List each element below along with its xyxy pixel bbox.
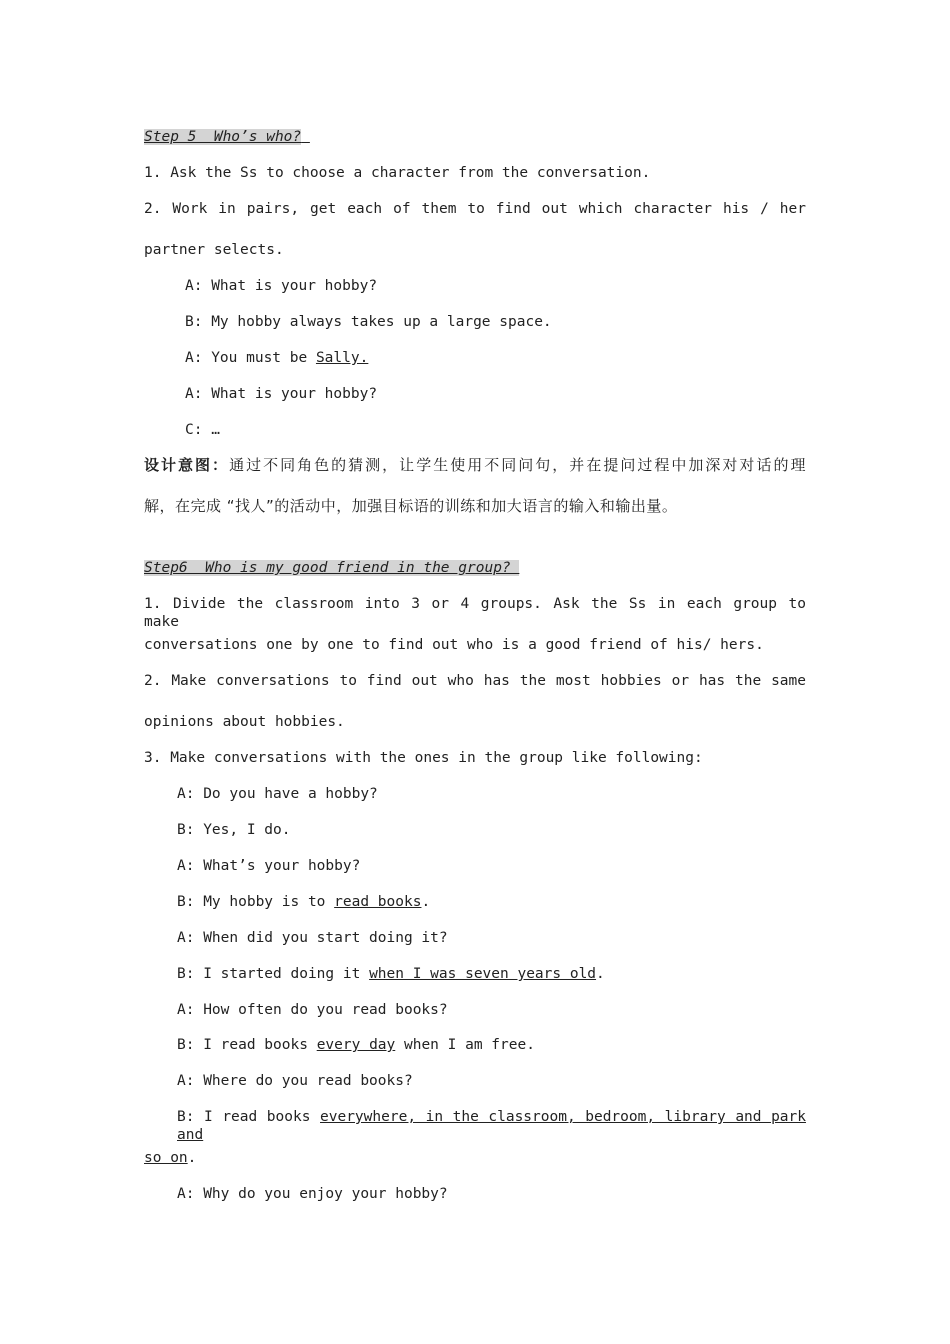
step6-dialog-line-2: B: Yes, I do. (177, 822, 291, 838)
dialog-text: . (187, 1150, 197, 1166)
step6-dialog-line-5: A: When did you start doing it? (177, 930, 448, 946)
design-intent-label: 设计意图： (144, 456, 230, 474)
step5-dialog-answer: Sally. (315, 350, 369, 366)
answer-places: everywhere, in the classroom, bedroom, library and park and (177, 1109, 806, 1143)
step6-item-1: 1. Divide the classroom into 3 or 4 groups. Ask the Ss in each group to make (144, 596, 806, 630)
step5-dialog-line-5: C: … (185, 422, 220, 438)
step6-dialog-line-7: A: How often do you read books? (177, 1002, 448, 1018)
step6-dialog-line-6 (177, 965, 605, 983)
design-intent-line-2: 解，在完成 “找人”的活动中，加强目标语的训练和加大语言的输入和输出量。 (144, 497, 678, 515)
step5-dialog-line-2: B: My hobby always takes up a large space. (185, 314, 552, 330)
step6-dialog-line-4 (177, 893, 430, 911)
answer-places-continued: so on (144, 1150, 188, 1166)
step6-item-2: 2. Make conversations to find out who has the most hobbies or has the same (144, 673, 806, 689)
step5-dialog-line-3 (185, 349, 368, 367)
answer-read-books: read books (334, 894, 422, 910)
step5-dialog-line-3-text: A: You must be (185, 350, 316, 366)
step5-item-2-continued: partner selects. (144, 242, 284, 258)
step6-dialog-line-1: A: Do you have a hobby? (177, 786, 378, 802)
step5-dialog-line-4: A: What is your hobby? (185, 386, 378, 402)
step5-heading-text: Step 5 Who’s who? (144, 129, 302, 145)
dialog-text: B: I started doing it (177, 966, 370, 982)
dialog-text: . (596, 966, 605, 982)
step6-item-3: 3. Make conversations with the ones in the group like following: (144, 750, 703, 766)
step6-dialog-line-8 (177, 1036, 535, 1054)
step6-heading-text: Step6 Who is my good friend in the group? (144, 560, 520, 576)
step6-dialog-line-11: A: Why do you enjoy your hobby? (177, 1186, 448, 1202)
step6-item-1-continued: conversations one by one to find out who is a good friend of his/ hers. (144, 637, 764, 653)
step6-dialog-line-9: A: Where do you read books? (177, 1073, 413, 1089)
dialog-text: B: My hobby is to (177, 894, 335, 910)
step6-dialog-line-3: A: What’s your hobby? (177, 858, 361, 874)
step6-dialog-line-10-continued (144, 1149, 196, 1167)
step5-heading (144, 128, 310, 146)
design-intent-text-1: 通过不同角色的猜测，让学生使用不同问句，并在提问过程中加深对对话的理 (229, 456, 806, 474)
step5-dialog-line-1: A: What is your hobby? (185, 278, 378, 294)
step5-item-1: 1. Ask the Ss to choose a character from the conversation. (144, 165, 651, 181)
answer-start-time: when I was seven years old (369, 966, 597, 982)
dialog-text: . (421, 894, 431, 910)
step5-item-2: 2. Work in pairs, get each of them to find out which character his / her (144, 201, 806, 217)
step6-item-2-continued: opinions about hobbies. (144, 714, 345, 730)
design-intent-line-1 (144, 456, 806, 474)
answer-frequency: every day (316, 1037, 396, 1053)
step6-dialog-line-10 (177, 1108, 806, 1144)
dialog-text: B: I read books (177, 1109, 321, 1125)
dialog-text: B: I read books (177, 1037, 317, 1053)
dialog-text: when I am free. (395, 1037, 535, 1053)
step6-heading (144, 559, 519, 577)
